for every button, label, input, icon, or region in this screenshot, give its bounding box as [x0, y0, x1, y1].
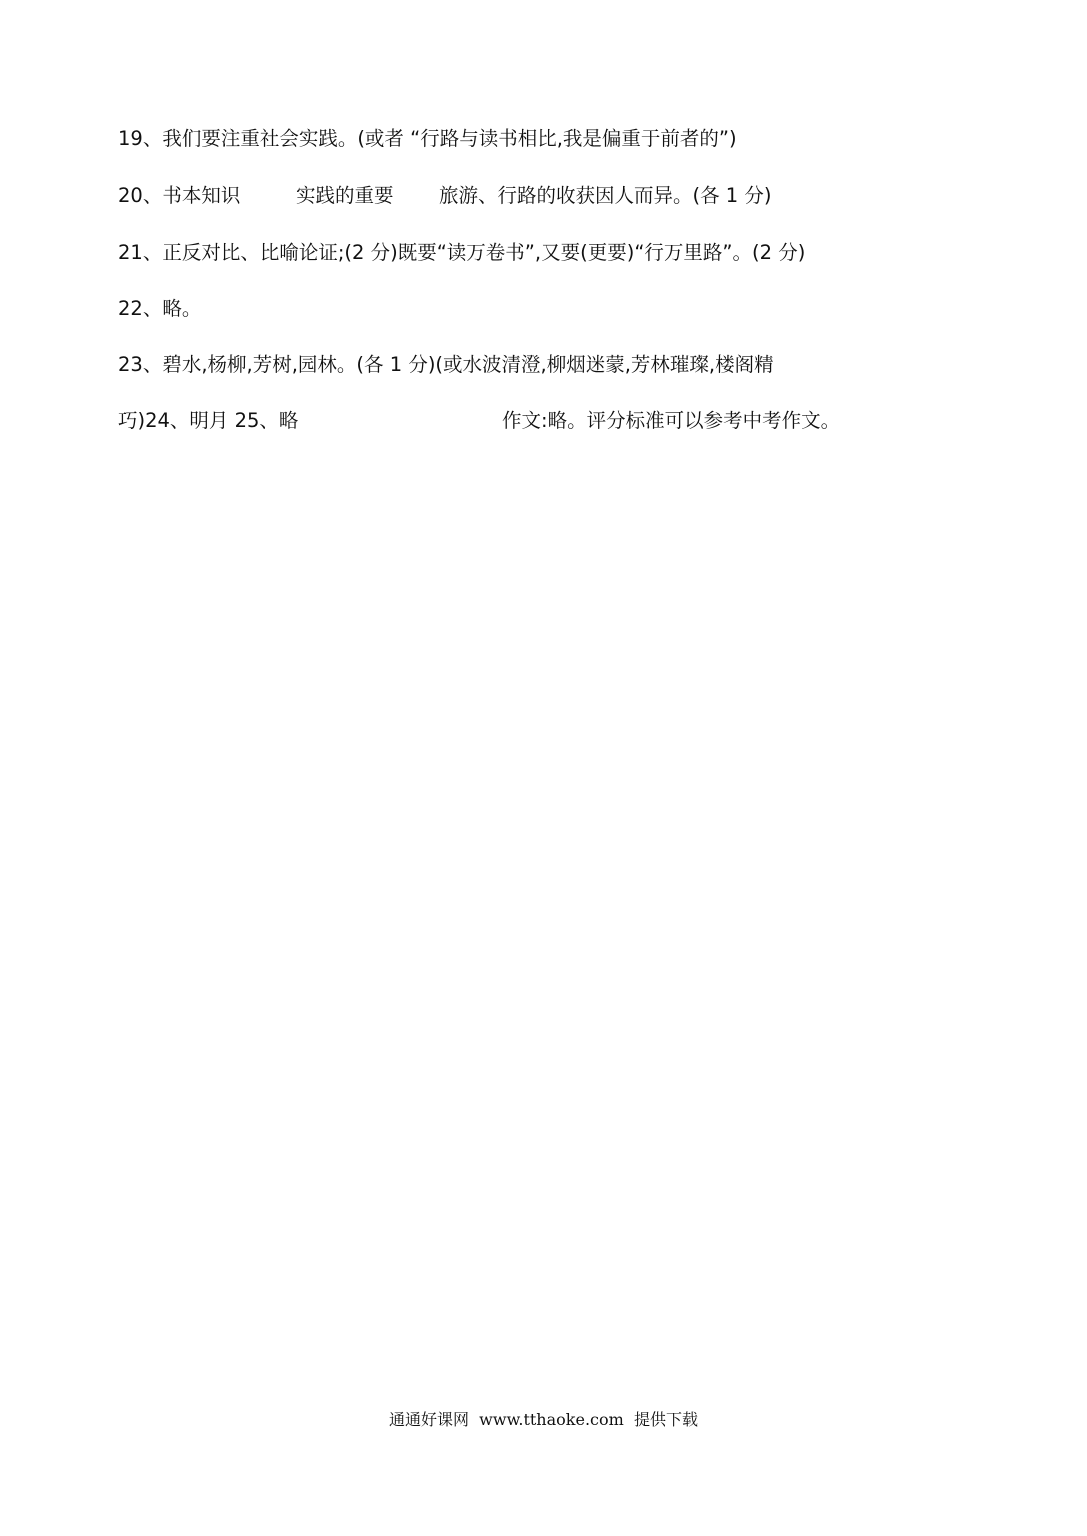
answer-20-part2: 实践的重要 [296, 184, 394, 207]
essay-note: 作文:略。评分标准可以参考中考作文。 [502, 409, 841, 432]
answer-20 [118, 182, 968, 210]
answer-24-25: 巧)24、明月 25、略 [118, 409, 299, 432]
answer-23-continued [118, 407, 968, 435]
answer-21: 21、正反对比、比喻论证;(2 分)既要“读万卷书”,又要(更要)“行万里路”。(2 分) [118, 241, 806, 264]
answer-22: 22、略。 [118, 297, 202, 320]
answer-20-part1: 20、书本知识 [118, 184, 241, 207]
answer-20-part3: 旅游、行路的收获因人而异。(各 1 分) [439, 184, 772, 207]
answer-23: 23、碧水,杨柳,芳树,园林。(各 1 分)(或水波清澄,柳烟迷蒙,芳林璀璨,楼阁精 [118, 353, 774, 376]
footer-credit: 通通好课网 www.tthaoke.com 提供下载 [389, 1410, 698, 1429]
answer-19: 19、我们要注重社会实践。(或者 “行路与读书相比,我是偏重于前者的”) [118, 127, 737, 150]
